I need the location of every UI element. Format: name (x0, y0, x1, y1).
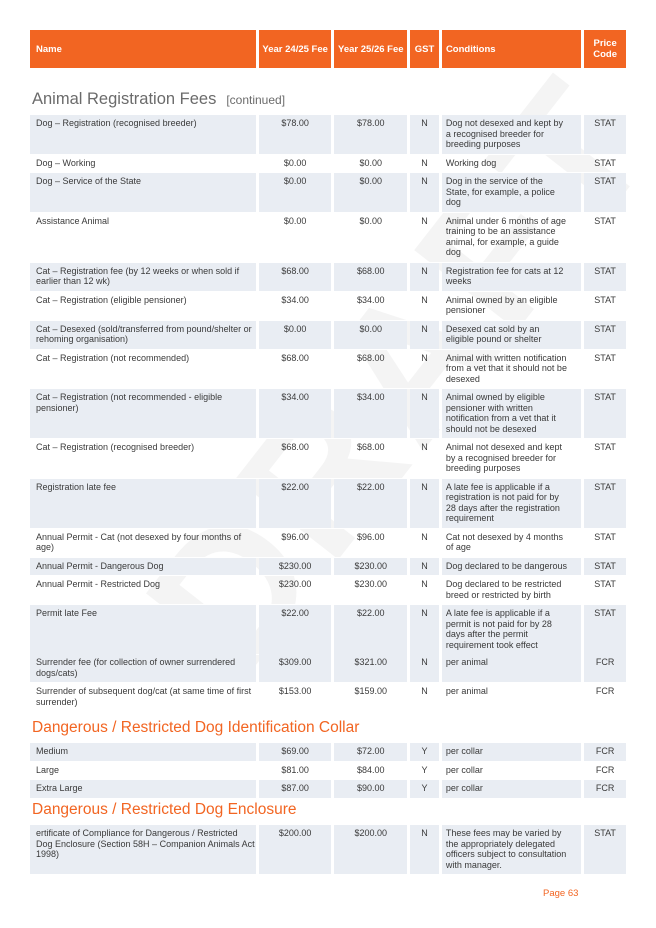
fee-conditions: Animal under 6 months of age training to be an assistance animal, for example, a guide dog (445, 215, 566, 257)
fee-gst: N (410, 321, 439, 349)
table-row (30, 321, 626, 350)
section-continued: [continued] (226, 93, 286, 107)
fee-price-code: STAT (594, 579, 616, 589)
table-row (30, 825, 626, 875)
fee-name: Surrender of subsequent dog/cat (at same time of first surrender) (36, 686, 252, 707)
fee-conditions: These fees may be varied by the appropriately delegated officers subject to consultation with manager. (442, 825, 581, 874)
fee-year1: $87.00 (259, 780, 332, 798)
fee-conditions: per collar (442, 743, 581, 761)
fee-gst: N (410, 479, 439, 528)
fee-year1: $230.00 (259, 558, 332, 576)
fee-year2: $34.00 (334, 389, 407, 438)
fee-price-code: STAT (584, 558, 626, 576)
fee-year2: $84.00 (356, 764, 385, 775)
fee-conditions: Desexed cat sold by an eligible pound or shelter (442, 321, 581, 349)
fee-gst: N (421, 157, 428, 168)
fee-year2: $22.00 (334, 479, 407, 528)
fee-conditions: Animal owned by an eligible pensioner (445, 294, 558, 315)
fee-conditions: Dog not desexed and kept by a recognised breeder for breeding purposes (442, 115, 581, 154)
fee-year1: $68.00 (281, 442, 309, 452)
fee-year1: $96.00 (281, 531, 309, 542)
fee-price-code: STAT (584, 263, 626, 291)
fee-price-code: STAT (594, 352, 616, 363)
fee-name: Permit late Fee (30, 605, 256, 654)
table-row (30, 683, 626, 712)
fee-year2: $0.00 (334, 321, 407, 349)
fee-name: Cat – Registration (eligible pensioner) (36, 294, 187, 305)
table-row (30, 350, 626, 390)
fee-year1: $81.00 (281, 764, 309, 775)
fee-year1: $69.00 (259, 743, 332, 761)
header-price-code: Price Code (584, 30, 626, 68)
fee-year2: $68.00 (356, 352, 385, 363)
fee-year2: $0.00 (359, 157, 382, 168)
fee-year2: $230.00 (354, 579, 387, 589)
fee-gst: N (421, 352, 428, 363)
animal-registration-table (30, 115, 626, 655)
fee-gst: N (410, 558, 439, 576)
fee-gst: N (421, 294, 428, 305)
fee-name: ertificate of Compliance for Dangerous / Restricted Dog Enclosure (Section 58H – Companion Animals Act 1998) (30, 825, 256, 874)
fee-price-code: FCR (584, 654, 626, 682)
table-row (30, 213, 626, 263)
section-title-animal-registration (32, 90, 285, 109)
fee-gst: N (410, 115, 439, 154)
fee-conditions: Animal not desexed and kept by a recognised breeder for breeding purposes (445, 442, 562, 473)
fee-conditions: per collar (445, 764, 483, 775)
fee-year2: $68.00 (356, 442, 385, 452)
fee-price-code: STAT (594, 442, 616, 452)
table-row (30, 529, 626, 558)
header-name: Name (30, 30, 256, 68)
fee-gst: N (410, 654, 439, 682)
fee-name: Cat – Registration (recognised breeder) (36, 442, 195, 452)
header-year2: Year 25/26 Fee (334, 30, 407, 68)
section-title-collar: Dangerous / Restricted Dog Identification Collar (32, 719, 360, 736)
header-conditions: Conditions (442, 30, 581, 68)
fee-name: Cat – Registration (not recommended - eligible pensioner) (30, 389, 256, 438)
fee-year2: $0.00 (334, 173, 407, 212)
fee-gst: N (410, 825, 439, 874)
fee-year2: $22.00 (334, 605, 407, 654)
fee-name: Surrender fee (for collection of owner surrendered dogs/cats) (30, 654, 256, 682)
table-row (30, 558, 626, 577)
header-gst: GST (410, 30, 439, 68)
fee-conditions: Cat not desexed by 4 months of age (445, 531, 563, 552)
fee-price-code: FCR (584, 743, 626, 761)
fee-conditions: A late fee is applicable if a registration is not paid for by 28 days after the registration requirement (442, 479, 581, 528)
fee-price-code: FCR (595, 686, 615, 696)
table-row (30, 263, 626, 292)
fee-year1: $230.00 (278, 579, 312, 589)
fee-price-code: STAT (594, 215, 616, 226)
fee-name: Dog – Service of the State (30, 173, 256, 212)
fee-gst: N (410, 389, 439, 438)
table-row (30, 173, 626, 213)
fee-year1: $200.00 (259, 825, 332, 874)
fee-gst: Y (421, 764, 428, 775)
fee-year1: $68.00 (259, 263, 332, 291)
fee-name: Annual Permit - Restricted Dog (36, 579, 161, 589)
table-row (30, 743, 626, 762)
fee-gst: N (421, 215, 428, 226)
fee-gst: N (410, 263, 439, 291)
fee-name: Cat – Registration fee (by 12 weeks or when sold if earlier than 12 wk) (30, 263, 256, 291)
header-year1: Year 24/25 Fee (259, 30, 332, 68)
fee-gst: N (421, 579, 428, 589)
fee-name: Assistance Animal (36, 215, 110, 226)
fee-price-code: STAT (584, 173, 626, 212)
fee-year1: $0.00 (259, 173, 332, 212)
fee-conditions: per animal (445, 686, 488, 696)
fee-year2: $200.00 (334, 825, 407, 874)
table-row (30, 605, 626, 655)
fee-year1: $34.00 (281, 294, 309, 305)
fee-name: Cat – Desexed (sold/transferred from pound/shelter or rehoming organisation) (30, 321, 256, 349)
fee-conditions: Working dog (445, 157, 497, 168)
fee-name: Registration late fee (30, 479, 256, 528)
fee-year1: $78.00 (259, 115, 332, 154)
fee-year2: $34.00 (356, 294, 385, 305)
fee-year1: $22.00 (259, 605, 332, 654)
fee-name: Medium (30, 743, 256, 761)
fee-price-code: STAT (584, 605, 626, 654)
fee-year2: $321.00 (334, 654, 407, 682)
table-row (30, 115, 626, 155)
table-row (30, 762, 626, 781)
table-header (30, 30, 626, 68)
table-row (30, 576, 626, 605)
fee-year1: $0.00 (259, 321, 332, 349)
fee-year2: $230.00 (334, 558, 407, 576)
fee-year2: $78.00 (334, 115, 407, 154)
fee-conditions: per collar (442, 780, 581, 798)
fee-year1: $309.00 (259, 654, 332, 682)
table-row (30, 479, 626, 529)
fee-price-code: STAT (594, 294, 616, 305)
fee-name: Annual Permit - Dangerous Dog (30, 558, 256, 576)
fee-year1: $153.00 (278, 686, 312, 696)
fee-price-code: STAT (584, 389, 626, 438)
fee-year2: $0.00 (359, 215, 382, 226)
fee-year2: $72.00 (334, 743, 407, 761)
table-row (30, 439, 626, 479)
fee-name: Dog – Registration (recognised breeder) (30, 115, 256, 154)
fee-year1: $34.00 (259, 389, 332, 438)
fee-price-code: STAT (594, 157, 616, 168)
table-row (30, 389, 626, 439)
fee-name: Large (36, 764, 60, 775)
fee-price-code: STAT (584, 115, 626, 154)
fee-conditions: Animal owned by eligible pensioner with written notification from a vet that it should not be desexed (442, 389, 581, 438)
page-number: Page 63 (543, 888, 579, 899)
collar-table (30, 743, 626, 799)
fee-name: Dog – Working (36, 157, 96, 168)
fee-year1: $0.00 (283, 157, 307, 168)
fee-name: Cat – Registration (not recommended) (36, 352, 190, 363)
fee-year2: $159.00 (354, 686, 387, 696)
fee-year1: $0.00 (283, 215, 307, 226)
fee-gst: N (421, 442, 428, 452)
fee-gst: N (421, 531, 428, 542)
fee-conditions: Animal with written notification from a vet that it should not be desexed (445, 352, 567, 384)
fee-price-code: STAT (584, 825, 626, 874)
fee-gst: N (410, 173, 439, 212)
fee-conditions: Dog in the service of the State, for example, a police dog (442, 173, 581, 212)
fee-conditions: Dog declared to be dangerous (442, 558, 581, 576)
fee-name: Annual Permit - Cat (not desexed by four months of age) (36, 531, 242, 552)
section-title-text: Animal Registration Fees (32, 90, 217, 108)
fee-gst: N (421, 686, 428, 696)
fee-conditions: Dog declared to be restricted breed or restricted by birth (445, 579, 562, 600)
fee-year2: $96.00 (356, 531, 385, 542)
fee-conditions: per animal (442, 654, 581, 682)
fee-year2: $90.00 (334, 780, 407, 798)
section-title-enclosure: Dangerous / Restricted Dog Enclosure (32, 801, 297, 818)
table-row (30, 155, 626, 174)
fee-price-code: STAT (594, 531, 616, 542)
fee-price-code: FCR (595, 764, 615, 775)
fee-year1: $22.00 (259, 479, 332, 528)
table-row (30, 780, 626, 799)
fee-price-code: STAT (584, 321, 626, 349)
fee-price-code: FCR (584, 780, 626, 798)
fee-conditions: A late fee is applicable if a permit is not paid for by 28 days after the permit requirement took effect (442, 605, 581, 654)
fee-year1: $68.00 (281, 352, 309, 363)
fee-gst: N (410, 605, 439, 654)
fee-price-code: STAT (584, 479, 626, 528)
enclosure-table (30, 825, 626, 875)
fee-conditions: Registration fee for cats at 12 weeks (442, 263, 581, 291)
general-fees-table (30, 654, 626, 712)
fee-year2: $68.00 (334, 263, 407, 291)
table-row (30, 292, 626, 321)
table-row (30, 654, 626, 683)
fee-name: Extra Large (30, 780, 256, 798)
fee-gst: Y (410, 743, 439, 761)
fee-gst: Y (410, 780, 439, 798)
